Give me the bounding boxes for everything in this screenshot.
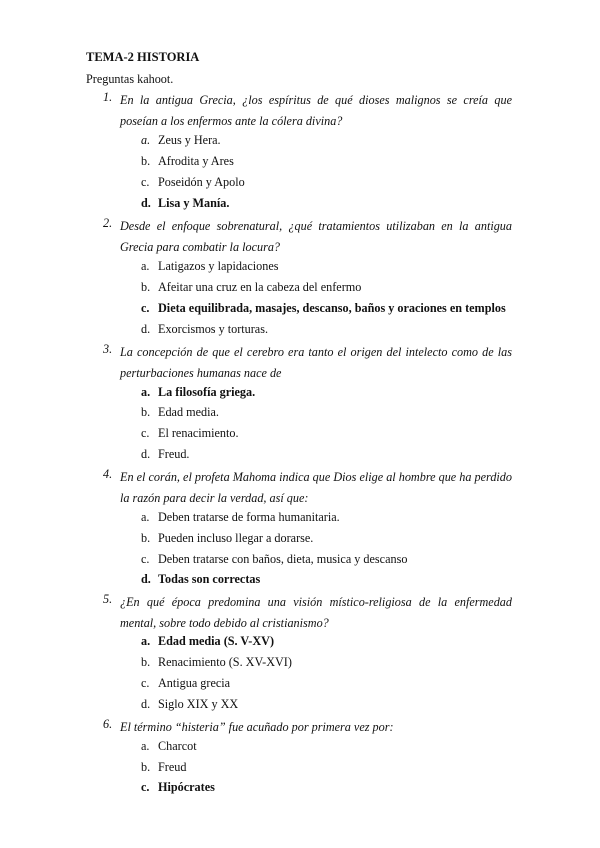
option-letter: c.: [141, 426, 150, 440]
option-text: Latigazos y lapidaciones: [158, 259, 279, 273]
q3-option-d: [0, 447, 600, 468]
option-letter: b.: [141, 531, 151, 545]
option-letter: c.: [141, 552, 150, 566]
option-letter: b.: [141, 655, 151, 669]
question-number: 3.: [103, 342, 113, 356]
option-text: Todas son correctas: [158, 572, 261, 586]
q6-option-a: [0, 739, 600, 760]
q1-option-d: [0, 196, 600, 217]
option-letter: a.: [141, 510, 150, 524]
option-letter: a.: [141, 739, 150, 753]
option-text: La filosofía griega.: [158, 385, 256, 399]
question-text: En el corán, el profeta Mahoma indica que Dios elige al hombre que ha perdido la razón para decir la verdad, así que:: [120, 470, 512, 505]
option-letter: a.: [141, 385, 151, 399]
option-text: Freud.: [158, 447, 190, 461]
option-letter: b.: [141, 280, 151, 294]
option-text: Freud: [158, 760, 187, 774]
q2-option-c: [0, 301, 600, 322]
option-letter: a.: [141, 634, 151, 648]
option-text: Hipócrates: [158, 780, 215, 794]
option-letter: c.: [141, 780, 150, 794]
q5-option-c: [0, 676, 600, 697]
q5-option-d: [0, 697, 600, 718]
question-number: 1.: [103, 90, 113, 104]
question-text: La concepción de que el cerebro era tanto el origen del intelecto como de las perturbaciones humanas nace de: [120, 345, 512, 380]
option-text: Lisa y Manía.: [158, 196, 230, 210]
q1-option-c: [0, 175, 600, 196]
q5-option-a: [0, 634, 600, 655]
option-text: Afeitar una cruz en la cabeza del enfermo: [158, 280, 362, 294]
q4-option-b: [0, 531, 600, 552]
question-number: 2.: [103, 216, 113, 230]
option-letter: a.: [141, 133, 151, 147]
option-text: Afrodita y Ares: [158, 154, 234, 168]
q2-option-b: [0, 280, 600, 301]
option-letter: c.: [141, 676, 150, 690]
q6-option-b: [0, 760, 600, 781]
option-text: El renacimiento.: [158, 426, 239, 440]
option-letter: c.: [141, 301, 150, 315]
option-text: Zeus y Hera.: [158, 133, 221, 147]
option-letter: b.: [141, 405, 151, 419]
q4-option-c: [0, 552, 600, 573]
option-letter: c.: [141, 175, 150, 189]
option-letter: d.: [141, 196, 151, 210]
q3-option-b: [0, 405, 600, 426]
option-letter: d.: [141, 697, 151, 711]
option-text: Siglo XIX y XX: [158, 697, 239, 711]
question-number: 4.: [103, 467, 113, 481]
option-text: Deben tratarse con baños, dieta, musica y descanso: [158, 552, 408, 566]
option-text: Poseidón y Apolo: [158, 175, 245, 189]
q2-option-d: [0, 322, 600, 343]
q1-option-b: [0, 154, 600, 175]
document-title: TEMA-2 HISTORIA: [86, 50, 200, 64]
document-subtitle: Preguntas kahoot.: [86, 72, 174, 86]
q2-option-a: [0, 259, 600, 280]
option-text: Dieta equilibrada, masajes, descanso, baños y oraciones en templos: [158, 301, 506, 315]
option-letter: d.: [141, 447, 151, 461]
q6-option-c: [0, 780, 600, 801]
option-text: Renacimiento (S. XV-XVI): [158, 655, 292, 669]
option-letter: b.: [141, 760, 151, 774]
option-text: Charcot: [158, 739, 197, 753]
question-number: 6.: [103, 717, 113, 731]
option-text: Edad media.: [158, 405, 219, 419]
option-letter: d.: [141, 572, 151, 586]
q1-option-a: [0, 133, 600, 154]
question-text: ¿En qué época predomina una visión místico-religiosa de la enfermedad mental, sobre todo debido al cristianismo?: [120, 595, 512, 630]
question-number: 5.: [103, 592, 113, 606]
question-text: El término “histeria” fue acuñado por primera vez por:: [120, 720, 394, 734]
option-letter: a.: [141, 259, 150, 273]
q4-option-d: [0, 572, 600, 593]
q3-option-a: [0, 385, 600, 406]
question-text: Desde el enfoque sobrenatural, ¿qué tratamientos utilizaban en la antigua Grecia para combatir la locura?: [120, 219, 512, 254]
q5-option-b: [0, 655, 600, 676]
option-text: Pueden incluso llegar a dorarse.: [158, 531, 314, 545]
option-letter: b.: [141, 154, 151, 168]
question-text: En la antigua Grecia, ¿los espíritus de qué dioses malignos se creía que poseían a los enfermos ante la cólera divina?: [120, 93, 512, 128]
q4-option-a: [0, 510, 600, 531]
option-text: Deben tratarse de forma humanitaria.: [158, 510, 340, 524]
option-letter: d.: [141, 322, 151, 336]
q3-option-c: [0, 426, 600, 447]
option-text: Edad media (S. V-XV): [158, 634, 275, 648]
option-text: Exorcismos y torturas.: [158, 322, 269, 336]
option-text: Antigua grecia: [158, 676, 231, 690]
